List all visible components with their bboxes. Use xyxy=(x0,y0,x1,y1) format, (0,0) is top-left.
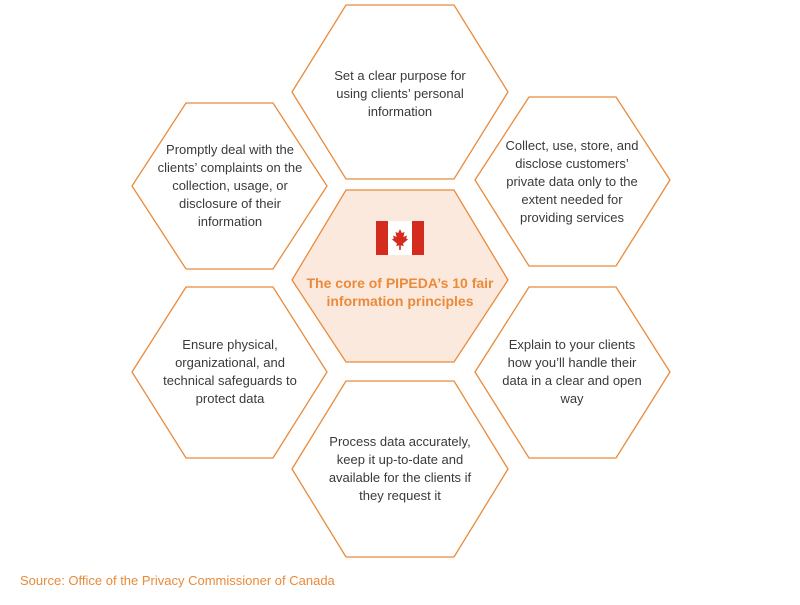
hexagon-text-lower-right: Explain to your clients how you’ll handle their data in a clear and open way xyxy=(502,337,642,406)
hexagon-text-top: Set a clear purpose for using clients’ personal information xyxy=(334,68,466,119)
hexagon-text-upper-right: Collect, use, store, and disclose customers’ private data only to the extent needed for providing services xyxy=(505,138,639,225)
hexagon-text-bottom: Process data accurately, keep it up-to-date and available for the clients if they request it xyxy=(328,434,472,503)
hexagon-text-lower-left: Ensure physical, organizational, and technical safeguards to protect data xyxy=(163,337,297,406)
source-caption: Source: Office of the Privacy Commissioner of Canada xyxy=(20,573,335,588)
hexagon-text-upper-left: Promptly deal with the clients’ complaints on the collection, usage, or disclosure of their information xyxy=(157,142,303,229)
canada-flag-icon xyxy=(376,221,424,255)
center-title: The core of PIPEDA’s 10 fair information principles xyxy=(306,275,494,309)
